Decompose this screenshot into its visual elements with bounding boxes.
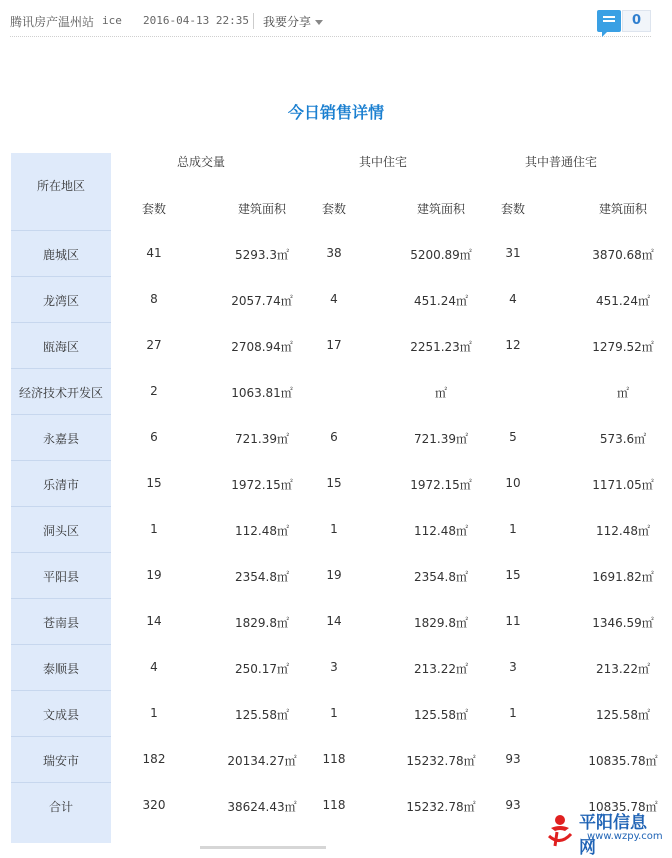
row-divider <box>11 368 111 369</box>
table-cell: 125.58㎡ <box>414 708 468 722</box>
row-divider <box>11 414 111 415</box>
table-cell: 250.17㎡ <box>235 662 289 676</box>
table-cell: 182 <box>142 752 166 766</box>
region-name: 经济技术开发区 <box>18 386 103 400</box>
column-header: 套数 <box>141 202 166 216</box>
table-cell: 721.39㎡ <box>414 432 468 446</box>
sales-table <box>11 153 658 843</box>
table-cell: 2354.8㎡ <box>235 570 289 584</box>
table-cell: 112.48㎡ <box>414 524 468 538</box>
share-label: 我要分享 <box>263 15 312 29</box>
group-header: 总成交量 <box>176 155 225 169</box>
table-cell: 19 <box>326 568 342 582</box>
scrollbar-track[interactable] <box>200 846 326 849</box>
table-cell: 6 <box>330 430 338 444</box>
table-cell: 4 <box>150 660 158 674</box>
table-cell: 15 <box>326 476 342 490</box>
table-cell: 112.48㎡ <box>235 524 289 538</box>
row-divider <box>11 506 111 507</box>
table-cell: 1 <box>509 522 517 536</box>
table-cell: 1 <box>150 522 158 536</box>
chevron-down-icon <box>315 20 323 25</box>
table-cell: 1972.15㎡ <box>231 478 293 492</box>
region-header: 所在地区 <box>36 179 85 193</box>
table-cell: ㎡ <box>434 386 447 400</box>
table-cell: 14 <box>326 614 342 628</box>
row-divider <box>11 690 111 691</box>
table-cell: 4 <box>330 292 338 306</box>
table-cell: 1346.59㎡ <box>592 616 654 630</box>
table-cell: 2354.8㎡ <box>414 570 468 584</box>
author-name: ice <box>102 14 122 27</box>
region-name: 鹿城区 <box>42 248 79 262</box>
table-cell: 3 <box>330 660 338 674</box>
table-cell: 15232.78㎡ <box>406 800 476 814</box>
site-watermark <box>541 806 663 858</box>
table-cell: 15 <box>146 476 162 490</box>
table-cell: 125.58㎡ <box>235 708 289 722</box>
row-divider <box>11 276 111 277</box>
table-cell: 118 <box>322 798 346 812</box>
table-cell: ㎡ <box>616 386 629 400</box>
column-header: 建筑面积 <box>416 202 465 216</box>
table-cell: 213.22㎡ <box>414 662 468 676</box>
table-cell: 5200.89㎡ <box>410 248 472 262</box>
table-cell: 1063.81㎡ <box>231 386 293 400</box>
article-meta-bar <box>10 8 651 37</box>
table-cell: 1829.8㎡ <box>414 616 468 630</box>
region-name: 永嘉县 <box>42 432 79 446</box>
table-cell: 118 <box>322 752 346 766</box>
table-cell: 1279.52㎡ <box>592 340 654 354</box>
group-header: 其中普通住宅 <box>524 155 597 169</box>
table-cell: 1 <box>150 706 158 720</box>
group-header: 其中住宅 <box>358 155 407 169</box>
table-cell: 19 <box>146 568 162 582</box>
row-divider <box>11 230 111 231</box>
table-cell: 1 <box>330 706 338 720</box>
table-cell: 2708.94㎡ <box>231 340 293 354</box>
comment-count-button[interactable]: 0 <box>622 10 651 32</box>
logo-icon <box>543 812 577 848</box>
table-cell: 10 <box>505 476 521 490</box>
table-cell: 4 <box>509 292 517 306</box>
table-cell: 14 <box>146 614 162 628</box>
table-cell: 20134.27㎡ <box>227 754 297 768</box>
table-cell: 27 <box>146 338 162 352</box>
region-name: 洞头区 <box>42 524 79 538</box>
table-cell: 10835.78㎡ <box>588 754 658 768</box>
region-name: 合计 <box>48 800 73 814</box>
table-cell: 8 <box>150 292 158 306</box>
table-cell: 2251.23㎡ <box>410 340 472 354</box>
page-title: 今日销售详情 <box>287 103 384 122</box>
table-cell: 10835.78㎡ <box>588 800 658 814</box>
table-cell: 3870.68㎡ <box>592 248 654 262</box>
row-divider <box>11 322 111 323</box>
row-divider <box>11 460 111 461</box>
table-cell: 213.22㎡ <box>596 662 650 676</box>
region-name: 平阳县 <box>42 570 79 584</box>
table-cell: 15232.78㎡ <box>406 754 476 768</box>
divider <box>253 13 254 29</box>
table-cell: 6 <box>150 430 158 444</box>
table-cell: 451.24㎡ <box>596 294 650 308</box>
row-divider <box>11 736 111 737</box>
table-cell: 15 <box>505 568 521 582</box>
table-cell: 1 <box>330 522 338 536</box>
source-site-link[interactable]: 腾讯房产温州站 <box>10 15 95 29</box>
table-cell: 5293.3㎡ <box>235 248 289 262</box>
table-cell: 12 <box>505 338 521 352</box>
table-cell: 1691.82㎡ <box>592 570 654 584</box>
table-cell: 125.58㎡ <box>596 708 650 722</box>
table-cell: 31 <box>505 246 521 260</box>
watermark-name: 平阳信息网 <box>579 813 647 858</box>
table-cell: 1 <box>509 706 517 720</box>
region-name: 文成县 <box>42 708 79 722</box>
region-name: 瓯海区 <box>42 340 79 354</box>
table-cell: 11 <box>505 614 521 628</box>
row-divider <box>11 552 111 553</box>
table-cell: 93 <box>505 752 521 766</box>
table-cell: 1829.8㎡ <box>235 616 289 630</box>
table-cell: 721.39㎡ <box>235 432 289 446</box>
table-cell: 2 <box>150 384 158 398</box>
share-button[interactable] <box>263 13 323 30</box>
table-cell: 5 <box>509 430 517 444</box>
table-cell: 93 <box>505 798 521 812</box>
table-cell: 38 <box>326 246 342 260</box>
table-cell: 112.48㎡ <box>596 524 650 538</box>
table-cell: 1972.15㎡ <box>410 478 472 492</box>
table-cell: 451.24㎡ <box>414 294 468 308</box>
row-divider <box>11 782 111 783</box>
table-cell: 3 <box>509 660 517 674</box>
table-cell: 17 <box>326 338 342 352</box>
column-header: 套数 <box>500 202 525 216</box>
table-cell: 38624.43㎡ <box>227 800 297 814</box>
region-name: 泰顺县 <box>42 662 79 676</box>
column-header: 建筑面积 <box>598 202 647 216</box>
row-divider <box>11 598 111 599</box>
publish-datetime: 2016-04-13 22:35 <box>143 14 249 27</box>
region-name: 乐清市 <box>42 478 79 492</box>
region-name: 苍南县 <box>42 616 79 630</box>
table-cell: 573.6㎡ <box>599 432 647 446</box>
table-cell: 1171.05㎡ <box>592 478 654 492</box>
comment-icon[interactable] <box>597 10 621 32</box>
row-divider <box>11 644 111 645</box>
column-header: 建筑面积 <box>237 202 286 216</box>
watermark-url: www.wzpy.com <box>587 831 663 842</box>
region-name: 瑞安市 <box>42 754 79 768</box>
table-cell: 320 <box>142 798 166 812</box>
region-name: 龙湾区 <box>42 294 79 308</box>
column-header: 套数 <box>321 202 346 216</box>
table-cell: 41 <box>146 246 162 260</box>
table-cell: 2057.74㎡ <box>231 294 293 308</box>
